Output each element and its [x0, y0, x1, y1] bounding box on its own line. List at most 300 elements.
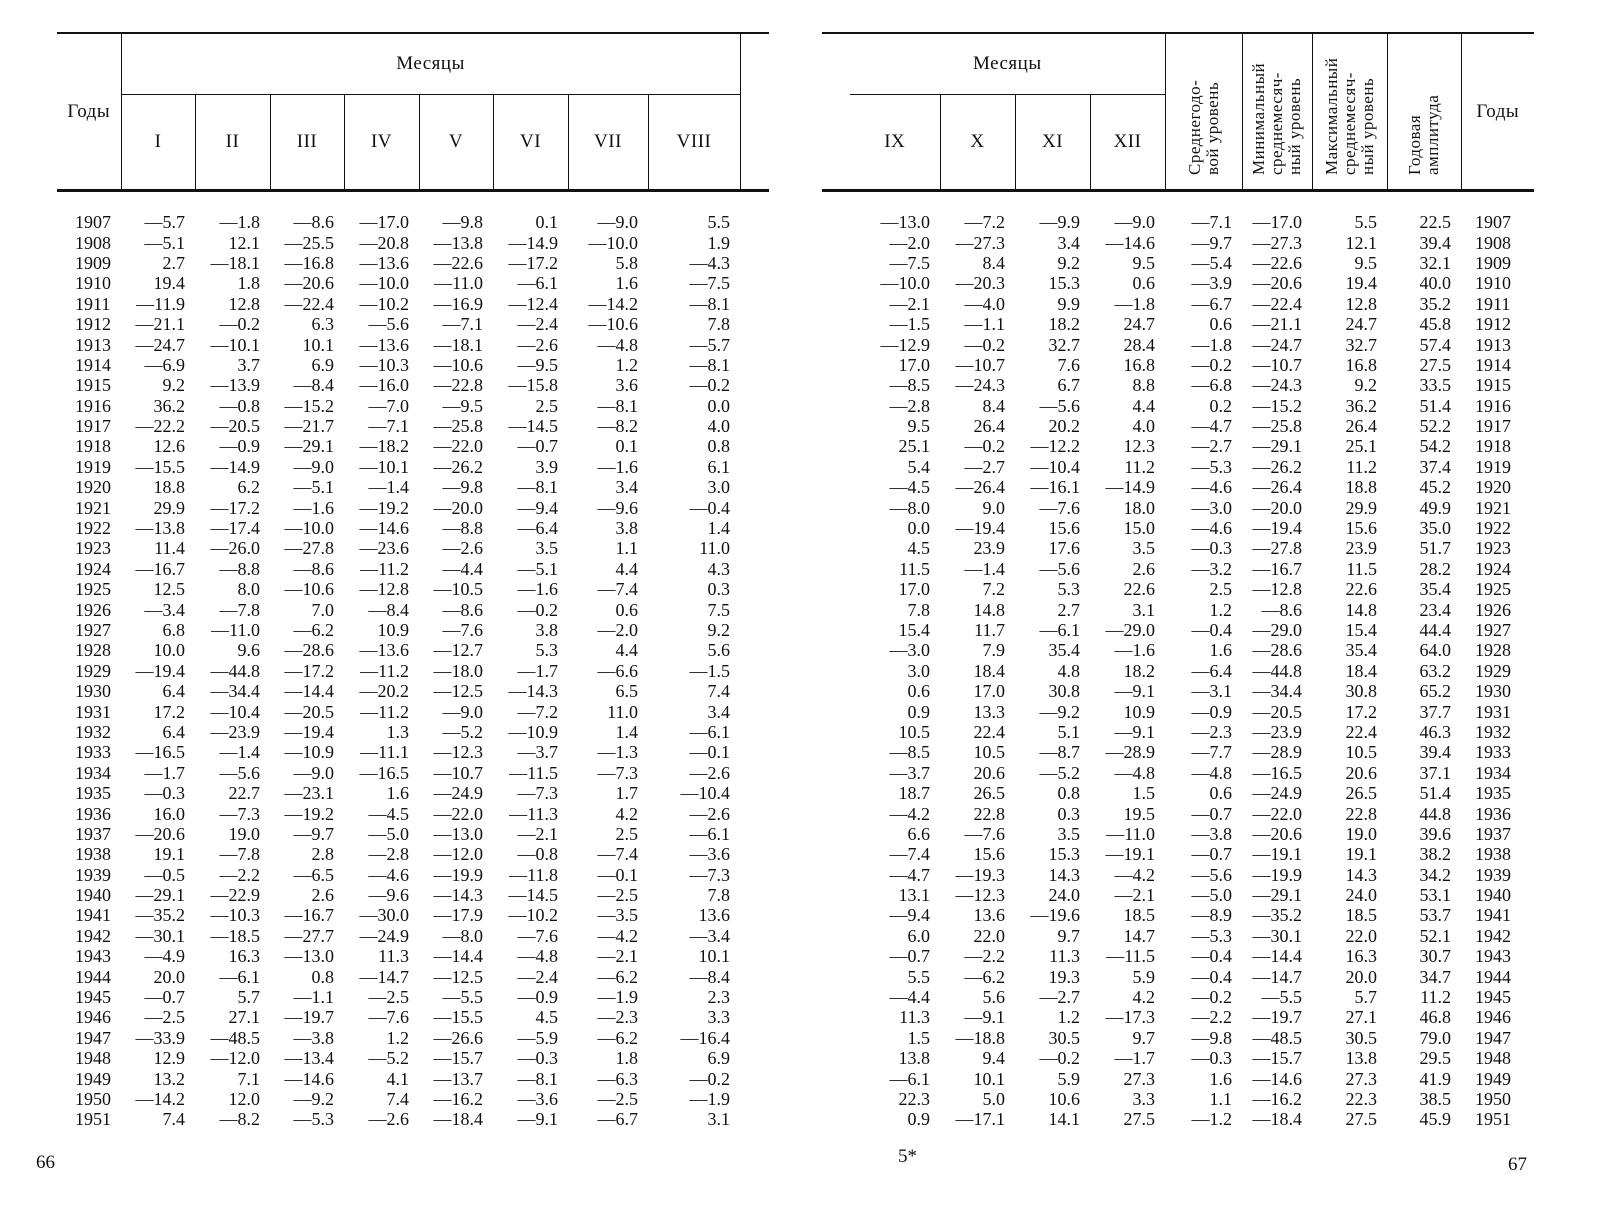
value-cell: 11.3	[899, 1007, 930, 1028]
value-cell: —13.6	[359, 252, 409, 273]
value-cell: 7.4	[707, 681, 731, 702]
spacer-cell	[740, 232, 769, 252]
value-cell: —35.2	[135, 905, 185, 926]
value-cell: —10.4	[680, 783, 731, 804]
spacer-cell	[822, 579, 850, 599]
year-cell: 1927	[1475, 620, 1512, 640]
table-row	[57, 661, 769, 681]
spacer-cell	[822, 803, 850, 823]
year-cell: 1931	[1475, 701, 1512, 722]
year-cell: 1925	[75, 579, 111, 600]
value-cell: —26.6	[433, 1027, 483, 1048]
spacer-cell	[822, 905, 850, 925]
value-cell: 53.7	[1419, 905, 1452, 926]
month-header: III	[270, 95, 344, 191]
value-cell: 23.4	[1419, 599, 1452, 620]
value-cell: —1.1	[293, 987, 334, 1008]
value-cell: —16.4	[680, 1027, 731, 1048]
value-cell: —4.7	[889, 864, 930, 885]
value-cell: 4.4	[615, 558, 638, 579]
value-cell: 26.4	[973, 416, 1005, 437]
value-cell: —7.2	[964, 212, 1005, 233]
value-cell: 3.0	[907, 660, 930, 681]
value-cell: 27.1	[1345, 1007, 1378, 1028]
value-cell: —1.7	[144, 762, 185, 783]
year-cell: 1926	[1475, 599, 1512, 620]
year-cell: 1914	[1475, 354, 1512, 375]
value-cell: —2.3	[1191, 721, 1233, 742]
value-cell: 11.5	[899, 558, 930, 579]
table-row	[57, 599, 769, 619]
value-cell: 0.8	[311, 966, 334, 987]
table-row	[822, 661, 1534, 681]
value-cell: —0.4	[1191, 620, 1233, 640]
table-row	[57, 701, 769, 721]
value-cell: 11.3	[378, 946, 409, 967]
value-cell: —16.2	[433, 1088, 483, 1109]
value-cell: 20.6	[1345, 762, 1378, 783]
table-row	[57, 1007, 769, 1027]
value-cell: 4.4	[1132, 395, 1156, 416]
value-cell: —5.6	[219, 762, 260, 783]
value-cell: —27.3	[955, 232, 1005, 253]
value-cell: 10.5	[898, 721, 930, 742]
value-cell: —20.2	[359, 681, 409, 702]
value-cell: —20.5	[284, 701, 334, 722]
spacer-cell	[740, 987, 769, 1007]
spacer-cell	[822, 294, 850, 314]
value-cell: —4.6	[368, 864, 409, 885]
value-cell: 15.0	[1123, 518, 1156, 539]
value-cell: —7.8	[219, 844, 260, 865]
value-cell: —14.6	[284, 1068, 334, 1089]
value-cell: —7.4	[597, 844, 638, 865]
spacer-cell	[740, 599, 769, 619]
value-cell: —3.0	[889, 640, 930, 661]
value-cell: 13.1	[898, 885, 930, 906]
value-cell: —0.9	[219, 436, 260, 457]
value-cell: 14.8	[1345, 599, 1378, 620]
value-cell: 35.4	[1048, 640, 1080, 661]
value-cell: 16.0	[153, 803, 185, 824]
value-cell: —0.2	[964, 334, 1005, 355]
table-row	[822, 1007, 1534, 1027]
year-cell: 1915	[75, 375, 111, 396]
value-cell: —15.8	[508, 375, 558, 396]
value-cell: 12.6	[153, 436, 185, 457]
value-cell: —1.4	[368, 477, 409, 498]
value-cell: 14.8	[973, 599, 1005, 620]
value-cell: —15.5	[433, 1007, 483, 1028]
value-cell: —4.3	[689, 252, 731, 273]
value-cell: —6.7	[1191, 293, 1233, 314]
value-cell: 35.4	[1419, 579, 1452, 600]
value-cell: —8.5	[889, 375, 930, 396]
value-cell: —14.4	[1252, 946, 1303, 967]
value-cell: —8.6	[442, 599, 483, 620]
value-cell: —28.9	[1105, 742, 1156, 763]
value-cell: 10.1	[302, 334, 334, 355]
value-cell: 10.0	[153, 640, 185, 661]
value-cell: 32.7	[1048, 334, 1080, 355]
value-cell: —22.0	[1252, 803, 1303, 824]
value-cell: 30.5	[1345, 1027, 1378, 1048]
value-cell: —3.2	[1191, 558, 1233, 579]
value-cell: 5.9	[1132, 966, 1156, 987]
value-cell: —4.2	[1114, 864, 1156, 885]
value-cell: —25.8	[433, 416, 483, 437]
table-row	[57, 1068, 769, 1088]
value-cell: —1.9	[597, 987, 638, 1008]
value-cell: —22.8	[433, 375, 483, 396]
value-cell: 5.4	[907, 456, 930, 477]
value-cell: 23.9	[1345, 538, 1378, 559]
value-cell: 3.5	[1057, 823, 1080, 844]
year-cell: 1945	[75, 987, 111, 1008]
value-cell: —9.5	[517, 354, 558, 375]
value-cell: —1.6	[293, 497, 334, 518]
value-cell: 26.4	[1345, 416, 1378, 437]
table-row	[57, 1048, 769, 1068]
value-cell: 27.5	[1123, 1109, 1156, 1130]
value-cell: —23.6	[359, 538, 409, 559]
value-cell: —1.8	[219, 212, 260, 233]
value-cell: —20.5	[1252, 701, 1303, 722]
value-cell: 7.0	[311, 599, 334, 620]
table-row	[822, 1048, 1534, 1068]
value-cell: 2.5	[535, 395, 558, 416]
value-cell: 16.3	[228, 946, 260, 967]
year-cell: 1935	[1475, 783, 1512, 804]
value-cell: —19.1	[1105, 844, 1156, 865]
value-cell: —14.7	[1252, 966, 1303, 987]
value-cell: 18.2	[1123, 660, 1156, 681]
value-cell: 15.4	[1345, 620, 1378, 640]
table-row	[57, 966, 769, 986]
value-cell: —8.4	[689, 966, 731, 987]
value-cell: —0.1	[689, 742, 731, 763]
spacer-cell	[822, 314, 850, 334]
value-cell: 27.1	[228, 1007, 260, 1028]
value-cell: —9.5	[442, 395, 483, 416]
value-cell: —0.9	[517, 987, 558, 1008]
value-cell: —8.1	[517, 477, 558, 498]
value-cell: —12.5	[433, 681, 483, 702]
year-cell: 1916	[75, 395, 111, 416]
value-cell: 0.2	[1209, 395, 1233, 416]
spacer-cell	[740, 396, 769, 416]
value-cell: —6.1	[689, 721, 731, 742]
table-row	[57, 579, 769, 599]
year-cell: 1929	[1475, 660, 1512, 681]
value-cell: 6.7	[1057, 375, 1080, 396]
right-data-table	[822, 32, 1534, 1130]
value-cell: —0.3	[517, 1048, 558, 1069]
table-row	[57, 1109, 769, 1129]
value-cell: 3.4	[615, 477, 638, 498]
value-cell: —11.3	[509, 803, 558, 824]
value-cell: —3.4	[689, 925, 731, 946]
value-cell: 8.0	[237, 579, 260, 600]
value-cell: 2.7	[162, 252, 185, 273]
table-row	[822, 579, 1534, 599]
value-cell: 6.8	[162, 620, 185, 640]
value-cell: 6.3	[311, 314, 334, 335]
value-cell: 13.6	[973, 905, 1005, 926]
value-cell: —3.0	[1191, 497, 1233, 518]
table-row	[822, 742, 1534, 762]
years-header: Годы	[1461, 33, 1534, 191]
value-cell: 18.7	[898, 783, 930, 804]
table-row	[57, 640, 769, 660]
value-cell: —14.2	[588, 293, 638, 314]
month-header: VIII	[648, 95, 740, 191]
value-cell: —9.4	[517, 497, 558, 518]
value-cell: —7.1	[368, 416, 409, 437]
value-cell: 46.3	[1419, 721, 1452, 742]
table-row	[57, 375, 769, 395]
value-cell: —10.1	[210, 334, 260, 355]
value-cell: 1.3	[386, 721, 409, 742]
value-cell: 9.7	[1132, 1027, 1156, 1048]
value-cell: —5.9	[517, 1027, 558, 1048]
table-row	[822, 885, 1534, 905]
value-cell: —2.0	[889, 232, 930, 253]
value-cell: —0.2	[964, 436, 1005, 457]
value-cell: 5.6	[982, 987, 1005, 1008]
value-cell: 27.3	[1123, 1068, 1156, 1089]
value-cell: 7.4	[162, 1109, 185, 1130]
value-cell: —5.0	[1191, 885, 1233, 906]
table-row	[822, 966, 1534, 986]
year-cell: 1936	[1475, 803, 1512, 824]
year-cell: 1948	[75, 1048, 111, 1069]
value-cell: —9.1	[1114, 681, 1156, 702]
value-cell: 0.0	[907, 518, 930, 539]
table-row	[822, 599, 1534, 619]
spacer-cell	[822, 722, 850, 742]
value-cell: 22.6	[1345, 579, 1378, 600]
year-cell: 1939	[1475, 864, 1512, 885]
value-cell: 11.0	[607, 701, 638, 722]
value-cell: —0.4	[689, 497, 731, 518]
value-cell: —5.1	[144, 232, 185, 253]
spacer-cell	[822, 212, 850, 232]
value-cell: —1.8	[1114, 293, 1156, 314]
value-cell: —5.7	[144, 212, 185, 233]
value-cell: —6.4	[1191, 660, 1233, 681]
value-cell: 5.5	[707, 212, 731, 233]
table-row	[822, 1089, 1534, 1109]
value-cell: —5.4	[1191, 252, 1233, 273]
value-cell: 34.2	[1419, 864, 1452, 885]
year-cell: 1933	[1475, 742, 1512, 763]
value-cell: 16.3	[1345, 946, 1378, 967]
value-cell: 18.4	[973, 660, 1005, 681]
value-cell: —25.5	[284, 232, 334, 253]
value-cell: 22.4	[973, 721, 1005, 742]
spacer-cell	[822, 457, 850, 477]
table-row	[822, 273, 1534, 293]
value-cell: 11.2	[1346, 456, 1378, 477]
value-cell: —29.0	[1252, 620, 1303, 640]
value-cell: 65.2	[1419, 681, 1452, 702]
value-cell: 51.7	[1419, 538, 1452, 559]
value-cell: 53.1	[1419, 885, 1452, 906]
value-cell: 1.1	[1209, 1088, 1233, 1109]
value-cell: 4.2	[615, 803, 638, 824]
value-cell: —2.0	[597, 620, 638, 640]
value-cell: —14.3	[433, 885, 483, 906]
month-header: XII	[1090, 95, 1165, 191]
value-cell: 3.0	[707, 477, 731, 498]
value-cell: 1.8	[615, 1048, 638, 1069]
year-cell: 1947	[1475, 1027, 1512, 1048]
value-cell: 12.8	[1345, 293, 1378, 314]
value-cell: 11.7	[974, 620, 1005, 640]
spacer-cell	[740, 640, 769, 660]
value-cell: —29.1	[1252, 885, 1303, 906]
value-cell: 18.5	[1345, 905, 1378, 926]
value-cell: —17.1	[955, 1109, 1005, 1130]
value-cell: 6.6	[907, 823, 930, 844]
spacer-cell	[740, 355, 769, 375]
value-cell: 1.6	[615, 273, 638, 294]
value-cell: —1.4	[964, 558, 1005, 579]
value-cell: 24.0	[1048, 885, 1080, 906]
value-cell: —0.1	[597, 864, 638, 885]
value-cell: 9.2	[162, 375, 185, 396]
value-cell: —0.3	[1191, 1048, 1233, 1069]
year-cell: 1911	[1475, 293, 1511, 314]
year-cell: 1933	[75, 742, 111, 763]
value-cell: —13.0	[880, 212, 930, 233]
value-cell: —11.8	[509, 864, 558, 885]
value-cell: —10.7	[1252, 354, 1303, 375]
value-cell: —20.5	[210, 416, 260, 437]
spacer-cell	[822, 477, 850, 497]
spacer-cell	[740, 865, 769, 885]
value-cell: 13.2	[153, 1068, 185, 1089]
value-cell: 19.0	[1345, 823, 1378, 844]
value-cell: —5.6	[1191, 864, 1233, 885]
value-cell: 17.2	[153, 701, 185, 722]
value-cell: 39.4	[1419, 742, 1452, 763]
table-row	[57, 477, 769, 497]
value-cell: —8.1	[517, 1068, 558, 1089]
value-cell: 7.5	[707, 599, 731, 620]
value-cell: 0.6	[615, 599, 638, 620]
value-cell: —8.8	[219, 558, 260, 579]
spacer-cell	[740, 497, 769, 517]
value-cell: —0.9	[1191, 701, 1233, 722]
table-row	[822, 538, 1534, 558]
year-cell: 1939	[75, 864, 111, 885]
value-cell: 45.2	[1419, 477, 1452, 498]
value-cell: —2.1	[597, 946, 638, 967]
spacer-cell	[740, 457, 769, 477]
value-cell: 1.4	[707, 518, 731, 539]
value-cell: 1.8	[237, 273, 260, 294]
value-cell: 29.9	[1345, 497, 1378, 518]
value-cell: 79.0	[1419, 1027, 1452, 1048]
value-cell: —2.6	[442, 538, 483, 559]
table-row	[822, 334, 1534, 354]
year-cell: 1919	[1475, 456, 1512, 477]
value-cell: —14.9	[210, 456, 260, 477]
value-cell: 12.9	[153, 1048, 185, 1069]
value-cell: —20.6	[1252, 823, 1303, 844]
value-cell: —19.7	[1252, 1007, 1303, 1028]
value-cell: —13.4	[284, 1048, 334, 1069]
value-cell: —10.6	[433, 354, 483, 375]
value-cell: —18.4	[1252, 1109, 1303, 1130]
value-cell: —9.9	[1039, 212, 1080, 233]
table-row	[57, 620, 769, 640]
value-cell: —7.8	[219, 599, 260, 620]
value-cell: —20.0	[1252, 497, 1303, 518]
year-cell: 1949	[75, 1068, 111, 1089]
year-cell: 1930	[75, 681, 111, 702]
value-cell: —25.8	[1252, 416, 1303, 437]
value-cell: —12.3	[433, 742, 483, 763]
value-cell: 22.5	[1419, 212, 1452, 233]
value-cell: 17.0	[898, 354, 930, 375]
value-cell: 10.6	[1048, 1088, 1080, 1109]
year-cell: 1943	[75, 946, 111, 967]
value-cell: 9.7	[1057, 925, 1080, 946]
value-cell: —0.8	[219, 395, 260, 416]
value-cell: —27.3	[1252, 232, 1303, 253]
value-cell: 27.5	[1345, 1109, 1378, 1130]
year-cell: 1911	[75, 293, 111, 314]
value-cell: 9.9	[1057, 293, 1080, 314]
value-cell: 5.7	[1354, 987, 1378, 1008]
value-cell: —10.3	[359, 354, 409, 375]
value-cell: 3.7	[237, 354, 260, 375]
value-cell: —10.1	[359, 456, 409, 477]
value-cell: —11.9	[136, 293, 185, 314]
value-cell: —19.4	[955, 518, 1005, 539]
value-cell: —0.4	[1191, 966, 1233, 987]
spacer-cell	[740, 273, 769, 293]
value-cell: 46.8	[1419, 1007, 1452, 1028]
value-cell: 19.4	[153, 273, 185, 294]
value-cell: 10.9	[377, 620, 409, 640]
value-cell: —11.5	[509, 762, 558, 783]
year-cell: 1923	[1475, 538, 1512, 559]
value-cell: —16.5	[359, 762, 409, 783]
value-cell: 4.0	[1132, 416, 1156, 437]
value-cell: —2.6	[368, 1109, 409, 1130]
value-cell: —16.2	[1252, 1088, 1303, 1109]
value-cell: —19.4	[284, 721, 334, 742]
spacer-cell	[740, 314, 769, 334]
value-cell: —5.1	[517, 558, 558, 579]
spacer-cell	[740, 538, 769, 558]
value-cell: —34.4	[1252, 681, 1303, 702]
value-cell: —10.5	[433, 579, 483, 600]
table-row	[822, 416, 1534, 436]
value-cell: —21.1	[1252, 314, 1303, 335]
value-cell: 27.3	[1345, 1068, 1378, 1089]
value-cell: —4.6	[1191, 518, 1233, 539]
value-cell: —5.2	[1039, 762, 1080, 783]
value-cell: 22.0	[1345, 925, 1378, 946]
value-cell: 1.2	[386, 1027, 409, 1048]
year-cell: 1944	[75, 966, 111, 987]
page-number: 67	[1508, 1154, 1527, 1175]
